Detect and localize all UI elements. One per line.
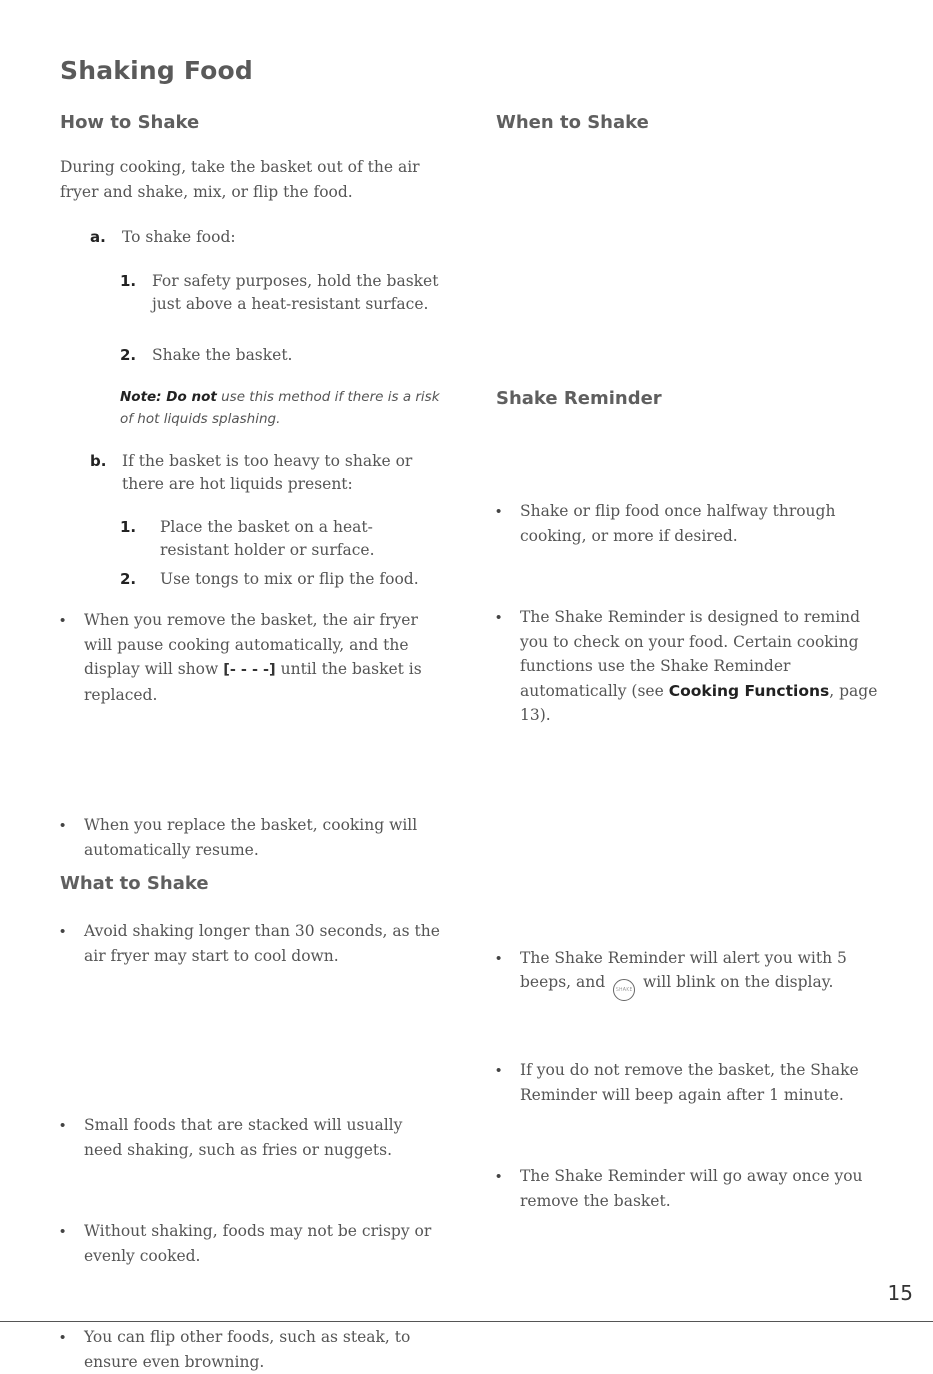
reminder-bullet-1-start: The Shake Reminder will alert you with 5 beeps, and: [520, 948, 847, 991]
step-b-1-text: Place the basket on a heat-resistant holder or surface.: [160, 518, 375, 559]
how-intro-text: During cooking, take the basket out of the air fryer and shake, mix, or flip the food.: [60, 158, 420, 201]
reminder-bullet-1-end: will blink on the display.: [643, 973, 834, 991]
when-bullet-2-end: , page 13).: [520, 681, 878, 724]
bullet-glyph: •: [60, 1222, 66, 1240]
note-text: use this method if there is a risk of hot liquids splashing.: [120, 389, 440, 427]
bullet-glyph: •: [60, 1116, 66, 1134]
bullet-glyph: •: [60, 816, 66, 834]
display-dashes: [- - - -]: [223, 662, 276, 678]
step-a-1-number: 1.: [120, 272, 137, 290]
step-a-2: [120, 343, 440, 368]
bullet-glyph: •: [60, 922, 66, 940]
what-bullet-3: You can flip other foods, such as steak, to ensure even browning.: [84, 1328, 411, 1371]
list-item: [60, 1113, 435, 1162]
page-number: 15: [887, 1281, 913, 1305]
when-bullet-1: Shake or flip food once halfway through cooking, or more if desired.: [520, 502, 836, 545]
pause-text-start: When you remove the basket, the air fryer will pause cooking automatically, and the display will show: [84, 611, 418, 678]
how-to-shake-heading: How to Shake: [60, 112, 200, 133]
shake-reminder-heading: Shake Reminder: [496, 388, 662, 409]
step-b: [90, 450, 440, 495]
step-a-2-text: Shake the basket.: [152, 346, 293, 364]
reminder-bullet-3: The Shake Reminder will go away once you remove the basket.: [520, 1167, 863, 1210]
what-bullet-1: Small foods that are stacked will usually need shaking, such as fries or nuggets.: [84, 1116, 403, 1159]
bullet-glyph: •: [496, 1167, 502, 1185]
list-item: [60, 608, 445, 707]
step-b-1: [120, 516, 420, 561]
step-b-text: If the basket is too heavy to shake or there are hot liquids present:: [122, 452, 413, 493]
what-bullet-2: Without shaking, foods may not be crispy or evenly cooked.: [84, 1222, 432, 1265]
list-item: [60, 1325, 445, 1374]
step-a-marker: a.: [90, 228, 106, 246]
duration-text: Avoid shaking longer than 30 seconds, as the air fryer may start to cool down.: [84, 922, 440, 965]
list-item: [496, 1058, 886, 1107]
step-b-2-number: 2.: [120, 570, 137, 588]
when-bullet-2-start: The Shake Reminder is designed to remind you to check on your food. Certain cooking functions use the Shake Reminder automatically (see: [520, 608, 861, 700]
bullet-glyph: •: [60, 611, 66, 629]
note-label: Note: Do not: [120, 389, 217, 405]
reminder-bullet-2: If you do not remove the basket, the Shake Reminder will beep again after 1 minute.: [520, 1061, 859, 1104]
bullet-glyph: •: [496, 502, 502, 520]
bottom-divider: [0, 1321, 933, 1322]
pause-text-end: until the basket is replaced.: [84, 660, 422, 704]
list-item: [60, 919, 445, 968]
when-to-shake-heading: When to Shake: [496, 112, 649, 133]
page-title: Shaking Food: [60, 56, 253, 85]
list-item: [60, 813, 445, 862]
bullet-glyph: •: [60, 1328, 66, 1346]
safety-note: [120, 386, 440, 430]
step-a: [90, 225, 430, 250]
shake-icon: SHAKE: [613, 979, 635, 1001]
what-to-shake-heading: What to Shake: [60, 873, 209, 894]
resume-text: When you replace the basket, cooking will automatically resume.: [84, 816, 418, 859]
cooking-functions-reference: Cooking Functions: [668, 681, 830, 700]
list-item: [496, 605, 881, 728]
step-a-text: To shake food:: [122, 228, 236, 246]
list-item: [496, 499, 876, 548]
list-item: [496, 946, 876, 1002]
bullet-glyph: •: [496, 948, 502, 967]
bullet-glyph: •: [496, 608, 502, 626]
step-b-2: [120, 567, 450, 592]
list-item: [496, 1164, 876, 1213]
step-a-2-number: 2.: [120, 346, 137, 364]
step-b-1-number: 1.: [120, 518, 137, 536]
step-a-1-text: For safety purposes, hold the basket just above a heat-resistant surface.: [152, 272, 439, 313]
list-item: [60, 1219, 445, 1268]
step-b-2-text: Use tongs to mix or flip the food.: [160, 570, 419, 588]
bullet-glyph: •: [496, 1061, 502, 1079]
step-b-marker: b.: [90, 452, 107, 470]
step-a-1: [120, 270, 440, 315]
